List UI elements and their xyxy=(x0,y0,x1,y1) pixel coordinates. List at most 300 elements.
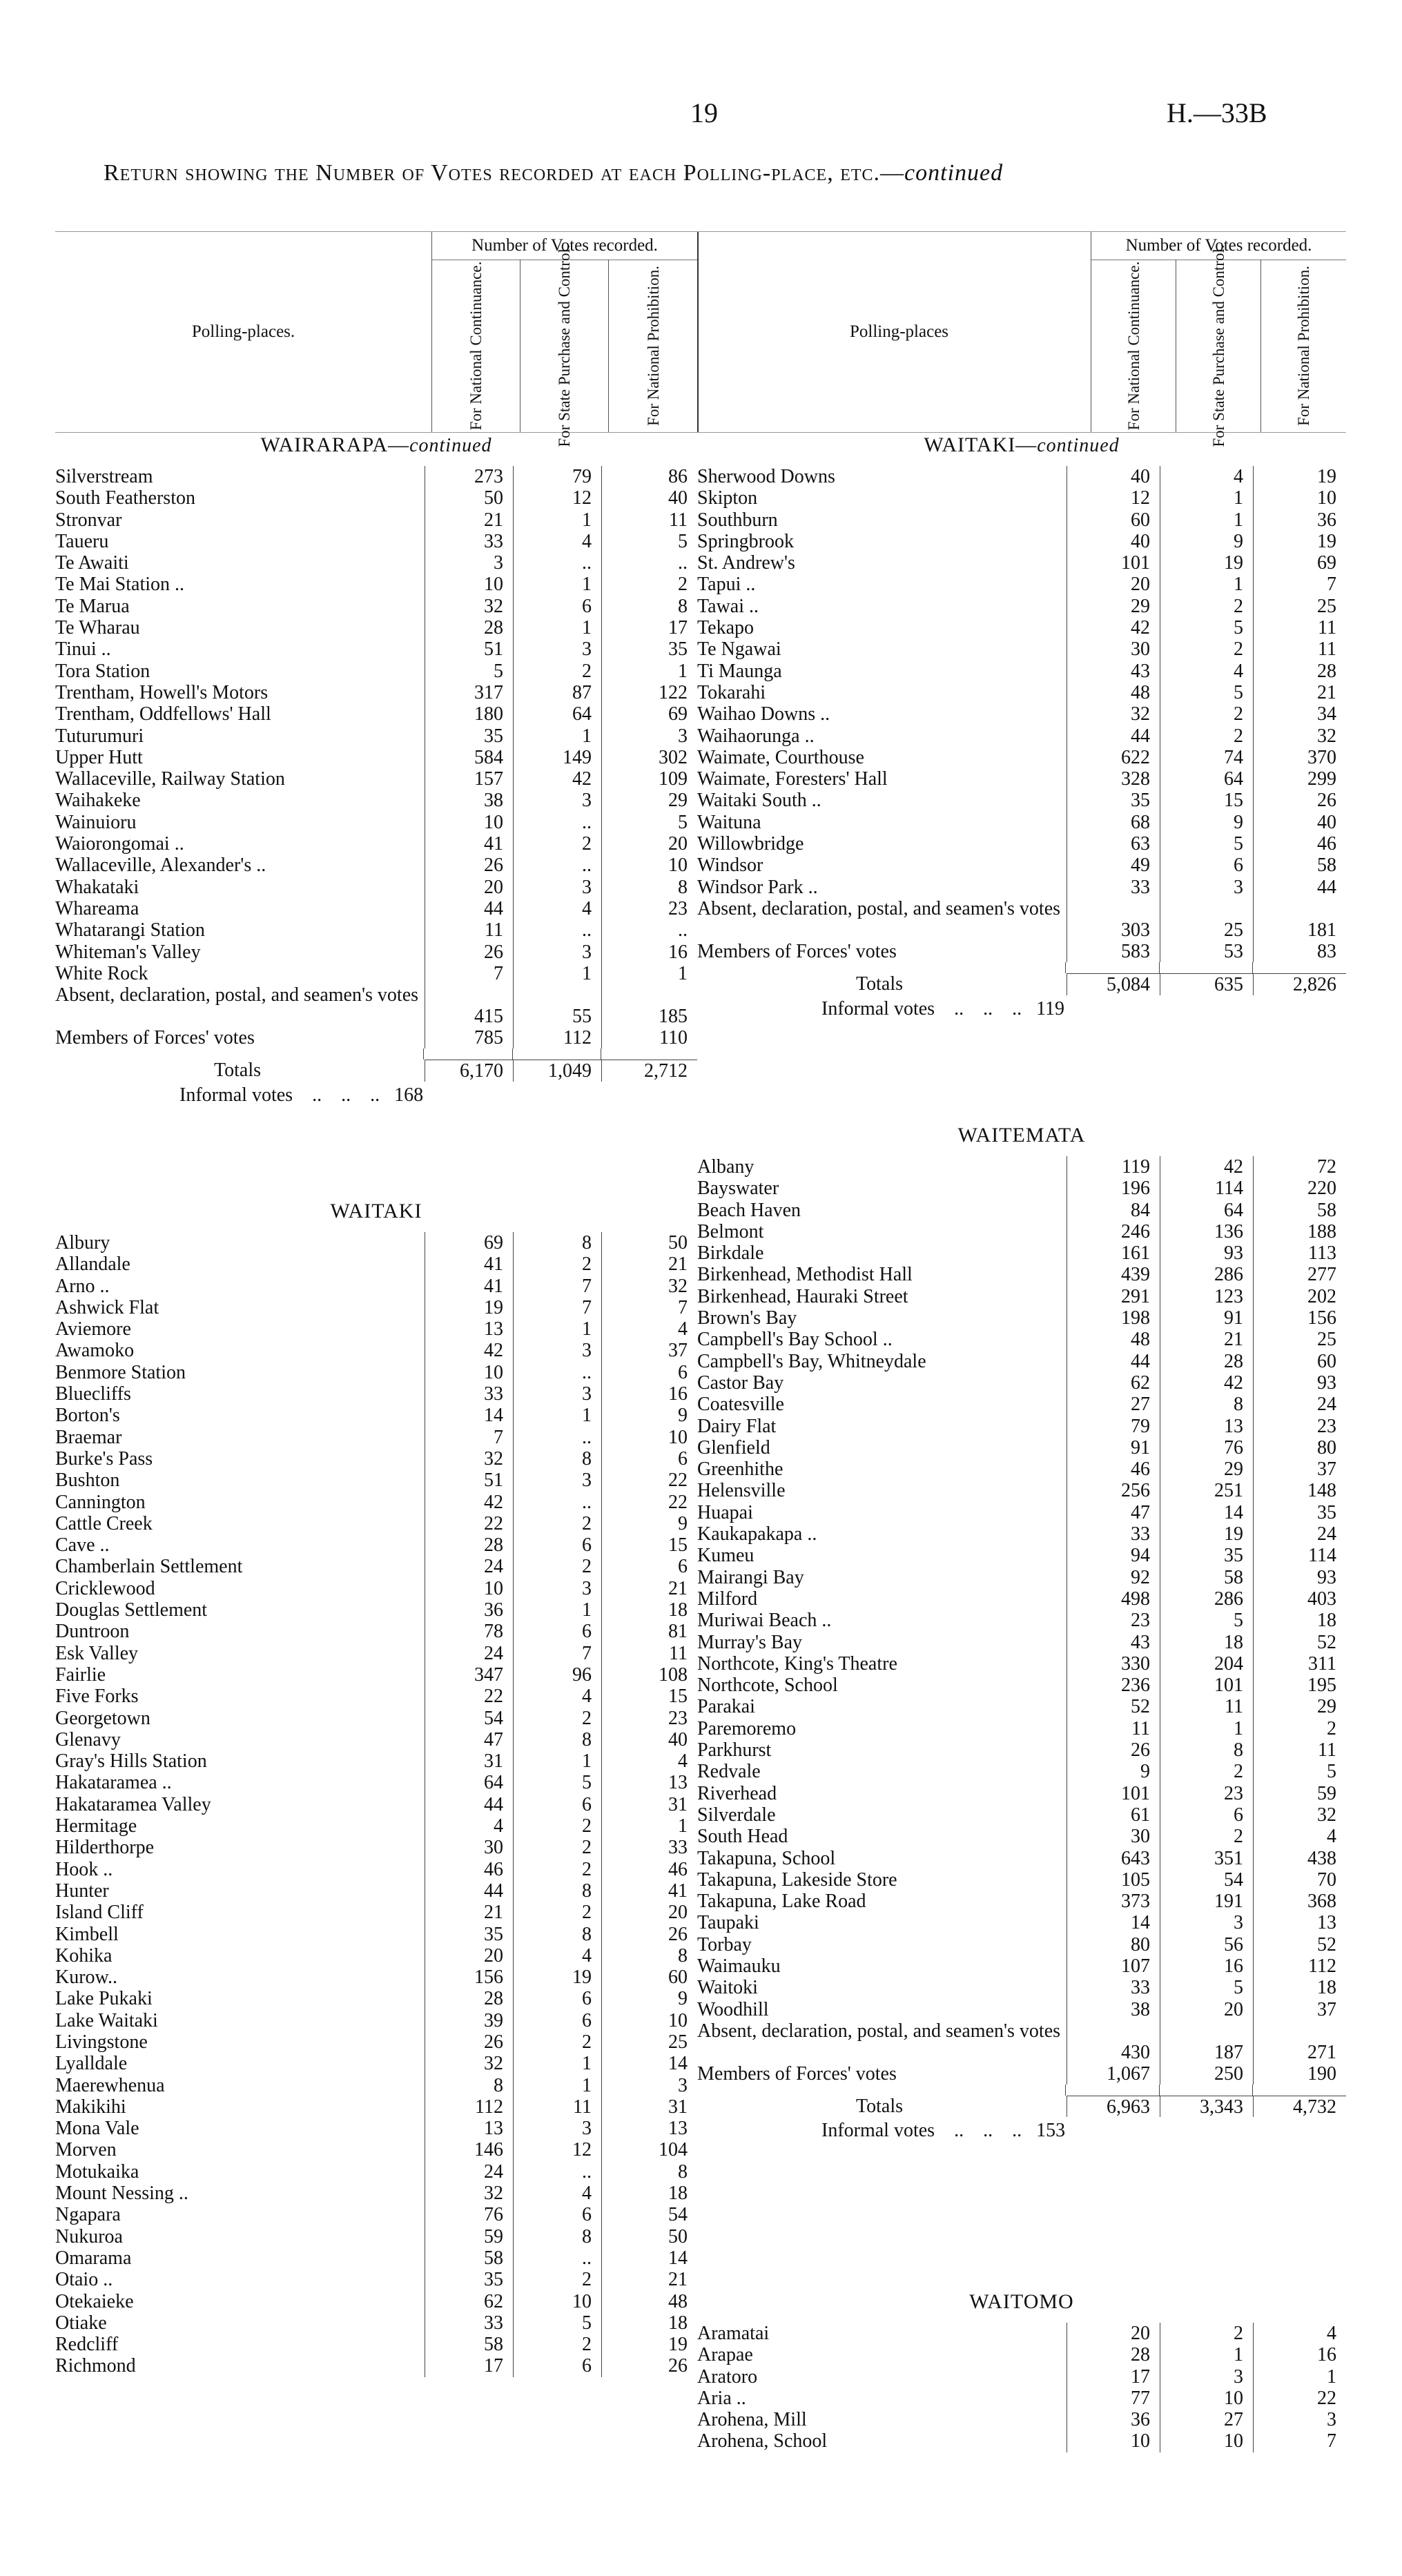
national-continuance-value: 51 xyxy=(425,1470,513,1491)
table-row xyxy=(55,812,697,833)
national-prohibition-value: 6 xyxy=(601,1556,697,1577)
national-prohibition-value: 80 xyxy=(1253,1437,1346,1458)
table-row xyxy=(697,1545,1346,1566)
national-continuance-value: 63 xyxy=(1067,833,1160,855)
national-prohibition-value: 10 xyxy=(601,855,697,876)
national-prohibition-value: 35 xyxy=(1253,1502,1346,1523)
polling-place-name: Bushton xyxy=(55,1470,120,1492)
table-row xyxy=(55,768,697,790)
polling-place-name: Paremoremo xyxy=(697,1717,797,1739)
national-continuance-value: 236 xyxy=(1067,1675,1160,1696)
national-continuance-value: 20 xyxy=(1067,574,1160,595)
national-prohibition-value: 10 xyxy=(601,1427,697,1448)
state-purchase-value: 6 xyxy=(513,1621,601,1642)
section-title-text: WAITAKI— xyxy=(924,433,1038,456)
polling-place-name: Duntroon xyxy=(55,1621,130,1643)
national-prohibition-value: 21 xyxy=(601,1578,697,1599)
national-continuance-value: 28 xyxy=(425,617,513,638)
national-prohibition-value: 20 xyxy=(601,1902,697,1923)
number-of-votes-header: Number of Votes recorded. xyxy=(431,232,697,260)
national-continuance-value: 49 xyxy=(1067,855,1160,876)
national-prohibition-value: 58 xyxy=(1253,1200,1346,1221)
polling-place-name: Torbay xyxy=(697,1933,752,1955)
state-purchase-value: 91 xyxy=(1160,1307,1253,1329)
polling-places-header: Polling-places. xyxy=(191,322,295,341)
table-row xyxy=(697,617,1346,638)
national-prohibition-value: 14 xyxy=(601,2053,697,2074)
state-purchase-value: 11 xyxy=(513,2096,601,2118)
national-prohibition-value: 69 xyxy=(1253,552,1346,574)
col3-label: For National Prohibition. xyxy=(1295,266,1312,426)
national-continuance-value: 10 xyxy=(425,1578,513,1599)
national-prohibition-value: 104 xyxy=(601,2139,697,2160)
national-prohibition-value: 26 xyxy=(601,2355,697,2377)
state-purchase-value: 101 xyxy=(1160,1675,1253,1696)
national-prohibition-value: 18 xyxy=(601,1599,697,1621)
national-continuance-value: 33 xyxy=(425,1383,513,1405)
spacer-v2 xyxy=(1159,2085,1253,2096)
national-prohibition-value: 25 xyxy=(1253,596,1346,617)
national-prohibition-value: 15 xyxy=(601,1686,697,1707)
state-purchase-value: 19 xyxy=(1160,552,1253,574)
national-continuance-value: 107 xyxy=(1067,1955,1160,1977)
absent-votes-row xyxy=(697,898,1346,941)
national-continuance-value: 44 xyxy=(425,898,513,919)
state-purchase-value: 96 xyxy=(513,1664,601,1686)
table-row xyxy=(55,1253,697,1275)
national-continuance-value: 256 xyxy=(1067,1480,1160,1501)
polling-place-name: Hakataramea .. xyxy=(55,1772,172,1794)
table-row xyxy=(55,855,697,876)
national-continuance-value: 7 xyxy=(425,963,513,984)
table-row xyxy=(697,1458,1346,1480)
polling-place-name: Mairangi Bay xyxy=(697,1566,804,1588)
national-continuance-value: 105 xyxy=(1067,1869,1160,1891)
state-purchase-value: 10 xyxy=(513,2291,601,2312)
table-row xyxy=(697,1307,1346,1329)
polling-place-name: Takapuna, Lake Road xyxy=(697,1891,866,1913)
state-purchase-value: 1 xyxy=(513,1750,601,1772)
national-continuance-value: 29 xyxy=(1067,596,1160,617)
state-purchase-value: 1 xyxy=(513,2075,601,2096)
state-purchase-value: 1 xyxy=(1160,1718,1253,1739)
table-row xyxy=(697,1286,1346,1307)
national-continuance-value: 24 xyxy=(425,2161,513,2183)
section-title xyxy=(55,1191,697,1232)
national-continuance-value: 33 xyxy=(425,531,513,552)
national-prohibition-value: 25 xyxy=(1253,1329,1346,1350)
polling-place-name: Bluecliffs xyxy=(55,1383,131,1405)
table-row xyxy=(697,1156,1346,1178)
national-continuance-value: 10 xyxy=(425,1362,513,1383)
table-row xyxy=(55,790,697,811)
table-row xyxy=(55,1427,697,1448)
national-prohibition-value: 370 xyxy=(1253,747,1346,768)
polling-place-name: Dairy Flat xyxy=(697,1415,777,1437)
state-purchase-value: 7 xyxy=(513,1276,601,1297)
table-row xyxy=(55,2269,697,2290)
polling-place-name: Belmont xyxy=(697,1220,764,1242)
spacer-name xyxy=(55,1048,423,1060)
state-purchase-value: 1,049 xyxy=(513,1060,601,1081)
national-prohibition-value: 22 xyxy=(1253,2388,1346,2409)
polling-place-name: Kimbell xyxy=(55,1923,119,1945)
national-continuance-value: 28 xyxy=(425,1534,513,1556)
spacer-v3 xyxy=(1252,2085,1346,2096)
table-row xyxy=(55,1664,697,1686)
state-purchase-value: 10 xyxy=(1160,2388,1253,2409)
national-continuance-value: 42 xyxy=(425,1340,513,1361)
state-purchase-value: 74 xyxy=(1160,747,1253,768)
national-continuance-value: 20 xyxy=(425,877,513,898)
table-row xyxy=(55,1924,697,1945)
national-prohibition-value: 181 xyxy=(1253,898,1346,941)
polling-place-name: Tinui .. xyxy=(55,638,111,661)
table-row xyxy=(697,1675,1346,1696)
state-purchase-value: 5 xyxy=(1160,1610,1253,1631)
polling-place-name: Tekapo xyxy=(697,617,754,639)
spacer xyxy=(697,2085,1346,2096)
national-prohibition-value: 29 xyxy=(1253,1696,1346,1717)
national-continuance-value: 498 xyxy=(1067,1588,1160,1610)
table-row xyxy=(697,2366,1346,2388)
state-purchase-value: 19 xyxy=(1160,1523,1253,1545)
state-purchase-value: 54 xyxy=(1160,1869,1253,1891)
national-continuance-value: 58 xyxy=(425,2247,513,2269)
section-title xyxy=(697,2281,1346,2323)
table-row xyxy=(55,1643,697,1664)
state-purchase-value: 42 xyxy=(1160,1372,1253,1394)
table-row xyxy=(55,2075,697,2096)
spacer-v3 xyxy=(1252,962,1346,973)
national-prohibition-value: 1 xyxy=(1253,2366,1346,2388)
informal-votes-label: Informal votes xyxy=(179,1084,293,1106)
national-prohibition-value: 11 xyxy=(601,1643,697,1664)
state-purchase-value: .. xyxy=(513,2247,601,2269)
national-continuance-value: 101 xyxy=(1067,552,1160,574)
national-prohibition-value: 29 xyxy=(601,790,697,811)
polling-place-name: Whakataki xyxy=(55,876,139,898)
table-row xyxy=(697,2323,1346,2344)
totals-row xyxy=(697,2096,1346,2117)
state-purchase-value: 2 xyxy=(1160,1826,1253,1847)
table-row xyxy=(697,1372,1346,1394)
national-prohibition-value: 403 xyxy=(1253,1588,1346,1610)
national-prohibition-value: 16 xyxy=(601,941,697,963)
table-row xyxy=(55,1340,697,1361)
national-prohibition-value: 60 xyxy=(1253,1351,1346,1372)
informal-votes-row: Informal votes .. .. .. 153 xyxy=(821,2120,1066,2142)
table-row xyxy=(55,1297,697,1318)
table-row xyxy=(697,1977,1346,1998)
polling-place-name: Hook .. xyxy=(55,1858,113,1880)
national-continuance-value: 30 xyxy=(425,1837,513,1858)
table-row xyxy=(697,768,1346,790)
table-row xyxy=(697,509,1346,531)
national-continuance-value: 41 xyxy=(425,1253,513,1275)
polling-place-name: Redvale xyxy=(697,1761,761,1783)
national-continuance-value: 303 xyxy=(1067,898,1160,941)
national-continuance-value: 46 xyxy=(425,1859,513,1880)
table-row xyxy=(55,2096,697,2118)
national-continuance-value: 27 xyxy=(1067,1394,1160,1415)
national-continuance-value: 22 xyxy=(425,1686,513,1707)
state-purchase-value: 1 xyxy=(513,509,601,531)
national-prohibition-value: 46 xyxy=(1253,833,1346,855)
table-row xyxy=(55,1232,697,1253)
polling-place-name: Otaio .. xyxy=(55,2269,113,2291)
table-row xyxy=(55,1383,697,1405)
table-row xyxy=(697,531,1346,552)
totals-row xyxy=(55,1060,697,1081)
national-continuance-value: 33 xyxy=(1067,1523,1160,1545)
national-prohibition-value: 18 xyxy=(601,2183,697,2204)
state-purchase-value: 9 xyxy=(1160,531,1253,552)
state-purchase-value: 10 xyxy=(1160,2430,1253,2452)
state-purchase-value: 2 xyxy=(513,1708,601,1729)
polling-place-name: Springbrook xyxy=(697,530,794,552)
table-row xyxy=(55,1708,697,1729)
polling-place-name: Wallaceville, Alexander's .. xyxy=(55,855,266,877)
spacer-v1 xyxy=(423,1048,512,1060)
polling-place-name: Totals xyxy=(214,1060,262,1082)
state-purchase-value: .. xyxy=(513,855,601,876)
polling-place-name: Campbell's Bay, Whitneydale xyxy=(697,1350,926,1372)
national-continuance-value: 101 xyxy=(1067,1783,1160,1804)
polling-place-name: Woodhill xyxy=(697,1998,769,2020)
national-prohibition-value: 10 xyxy=(1253,487,1346,509)
section-title-text: WAITEMATA xyxy=(957,1124,1086,1146)
national-continuance-value: 94 xyxy=(1067,1545,1160,1566)
table-row xyxy=(697,1264,1346,1285)
national-prohibition-value: 40 xyxy=(1253,812,1346,833)
national-continuance-value: 13 xyxy=(425,1318,513,1340)
polling-place-name: Helensville xyxy=(697,1480,786,1502)
state-purchase-value: 351 xyxy=(1160,1848,1253,1869)
national-prohibition-value: .. xyxy=(601,919,697,941)
national-continuance-value: 35 xyxy=(425,2269,513,2290)
national-prohibition-value: 114 xyxy=(1253,1545,1346,1566)
national-continuance-value: 59 xyxy=(425,2226,513,2247)
polling-place-name: Island Cliff xyxy=(55,1902,144,1924)
state-purchase-value: 11 xyxy=(1160,1696,1253,1717)
national-prohibition-value: 108 xyxy=(601,1664,697,1686)
national-continuance-value: 23 xyxy=(1067,1610,1160,1631)
state-purchase-value: 3 xyxy=(513,1578,601,1599)
polling-place-name: Greenhithe xyxy=(697,1458,783,1481)
national-prohibition-value: 299 xyxy=(1253,768,1346,790)
polling-place-name: Parkhurst xyxy=(697,1739,772,1762)
national-continuance-value: 20 xyxy=(425,1945,513,1967)
state-purchase-value: 6 xyxy=(513,1988,601,2009)
national-continuance-value: 26 xyxy=(1067,1739,1160,1761)
state-purchase-value: 3 xyxy=(513,1470,601,1491)
national-continuance-value: 21 xyxy=(425,1902,513,1923)
polling-place-name: Tuturumuri xyxy=(55,725,144,747)
polling-place-name: Tapui .. xyxy=(697,574,756,596)
section-title-text: WAITAKI xyxy=(330,1200,422,1222)
table-row xyxy=(55,1988,697,2009)
state-purchase-value: 9 xyxy=(1160,812,1253,833)
table-row xyxy=(55,1729,697,1750)
polling-place-name: Trentham, Howell's Motors xyxy=(55,681,269,703)
table-row xyxy=(55,1859,697,1880)
state-purchase-value: 6 xyxy=(513,596,601,617)
polling-place-name: Northcote, King's Theatre xyxy=(697,1652,897,1675)
table-row xyxy=(697,596,1346,617)
table-row xyxy=(55,466,697,487)
polling-place-name: Taupaki xyxy=(697,1912,759,1934)
national-prohibition-value: 60 xyxy=(601,1967,697,1988)
national-continuance-value: 35 xyxy=(425,1924,513,1945)
national-prohibition-value: 83 xyxy=(1253,941,1346,962)
national-prohibition-value: 188 xyxy=(1253,1221,1346,1242)
state-purchase-value: 12 xyxy=(513,2139,601,2160)
state-purchase-value: 21 xyxy=(1160,1329,1253,1350)
national-prohibition-value: 14 xyxy=(601,2247,697,2269)
polling-place-name: Ngapara xyxy=(55,2204,121,2226)
table-row xyxy=(697,1826,1346,1847)
polling-place-name: Braemar xyxy=(55,1426,122,1448)
national-prohibition-value: 26 xyxy=(1253,790,1346,811)
state-purchase-value: 114 xyxy=(1160,1178,1253,1199)
national-prohibition-value: .. xyxy=(601,552,697,574)
spacer-v2 xyxy=(1159,962,1253,973)
national-prohibition-value: 6 xyxy=(601,1448,697,1470)
state-purchase-value: 4 xyxy=(513,1945,601,1967)
national-prohibition-value: 438 xyxy=(1253,1848,1346,1869)
state-purchase-value: 3 xyxy=(513,941,601,963)
polling-place-name: St. Andrew's xyxy=(697,552,795,574)
state-purchase-value: 3 xyxy=(513,877,601,898)
col2-label: For State Purchase and Control. xyxy=(556,244,573,447)
table-row xyxy=(55,2183,697,2204)
polling-place-name: Windsor Park .. xyxy=(697,876,818,898)
totals-row xyxy=(697,973,1346,995)
state-purchase-value: .. xyxy=(513,812,601,833)
state-purchase-value: 4 xyxy=(513,1686,601,1707)
polling-place-name: Motukaika xyxy=(55,2160,139,2183)
state-purchase-value: .. xyxy=(513,1492,601,1513)
polling-place-name: Members of Forces' votes xyxy=(697,2062,897,2085)
state-purchase-header xyxy=(520,244,609,447)
state-purchase-value: 1 xyxy=(513,725,601,747)
national-continuance-value: 12 xyxy=(1067,487,1160,509)
polling-place-name: Chamberlain Settlement xyxy=(55,1556,243,1578)
table-row xyxy=(55,833,697,855)
national-prohibition-value: 50 xyxy=(601,1232,697,1253)
national-continuance-value: 1,067 xyxy=(1067,2063,1160,2085)
state-purchase-value: 4 xyxy=(1160,466,1253,487)
state-purchase-value: 3 xyxy=(1160,2366,1253,2388)
national-prohibition-value: 8 xyxy=(601,877,697,898)
national-prohibition-value: 277 xyxy=(1253,1264,1346,1285)
polling-place-name: Silverdale xyxy=(697,1804,776,1826)
table-row xyxy=(55,1534,697,1556)
table-row xyxy=(697,1999,1346,2020)
polling-place-name: Southburn xyxy=(697,509,778,531)
national-prohibition-value: 48 xyxy=(601,2291,697,2312)
spacer xyxy=(55,1048,697,1060)
polling-place-name: Otekaieke xyxy=(55,2290,134,2312)
polling-place-name: Stronvar xyxy=(55,509,122,531)
polling-place-name: Tawai .. xyxy=(697,595,759,617)
national-prohibition-value: 32 xyxy=(1253,725,1346,747)
state-purchase-value: 2 xyxy=(1160,725,1253,747)
state-purchase-value: 8 xyxy=(513,1880,601,1902)
state-purchase-value: 42 xyxy=(1160,1156,1253,1178)
table-row xyxy=(55,2334,697,2355)
national-continuance-value: 26 xyxy=(425,941,513,963)
state-purchase-value: 5 xyxy=(1160,682,1253,703)
national-continuance-value: 36 xyxy=(1067,2409,1160,2430)
table-row xyxy=(55,1815,697,1837)
state-purchase-value: 2 xyxy=(513,661,601,682)
table-row xyxy=(55,1513,697,1534)
table-row xyxy=(697,574,1346,595)
national-continuance-value: 76 xyxy=(425,2204,513,2225)
national-continuance-value: 146 xyxy=(425,2139,513,2160)
national-continuance-value: 38 xyxy=(425,790,513,811)
table-row xyxy=(55,1578,697,1599)
table-row xyxy=(55,596,697,617)
informal-votes-row: Informal votes .. .. .. 168 xyxy=(179,1084,424,1106)
state-purchase-value: 3 xyxy=(1160,1912,1253,1933)
national-continuance-value: 785 xyxy=(425,1027,513,1048)
state-purchase-value: 250 xyxy=(1160,2063,1253,2085)
polling-place-name: Lake Pukaki xyxy=(55,1988,153,2010)
table-row xyxy=(55,747,697,768)
polling-place-name: Te Wharau xyxy=(55,617,140,639)
absent-votes-row xyxy=(697,2020,1346,2063)
table-row xyxy=(697,1480,1346,1501)
table-row xyxy=(697,1653,1346,1675)
state-purchase-value: 3 xyxy=(513,790,601,811)
table-row xyxy=(697,682,1346,703)
state-purchase-value: 635 xyxy=(1160,973,1253,995)
table-row xyxy=(55,725,697,747)
polling-place-name: Muriwai Beach .. xyxy=(697,1610,832,1632)
national-continuance-value: 47 xyxy=(425,1729,513,1750)
national-prohibition-value: 13 xyxy=(601,2118,697,2139)
polling-place-name: Makikihi xyxy=(55,2096,126,2118)
state-purchase-value: 6 xyxy=(513,2355,601,2377)
national-continuance-value: 24 xyxy=(425,1643,513,1664)
national-prohibition-header xyxy=(608,260,698,432)
table-row xyxy=(55,1405,697,1426)
state-purchase-value: 4 xyxy=(1160,661,1253,682)
national-continuance-value: 39 xyxy=(425,2010,513,2031)
polling-place-name: Georgetown xyxy=(55,1707,150,1729)
col1-label: For National Continuance. xyxy=(1124,261,1142,431)
informal-votes-value: 153 xyxy=(1036,2120,1066,2142)
section-waitomo xyxy=(697,2281,1346,2452)
table-row xyxy=(55,1599,697,1621)
national-continuance-value: 44 xyxy=(1067,725,1160,747)
national-prohibition-value: 5 xyxy=(601,812,697,833)
table-row xyxy=(697,466,1346,487)
state-purchase-value: 1 xyxy=(1160,487,1253,509)
polling-place-name: Arapae xyxy=(697,2344,753,2366)
polling-place-name: Hermitage xyxy=(55,1815,137,1837)
national-continuance-value: 31 xyxy=(425,1750,513,1772)
informal-votes-value: 119 xyxy=(1036,997,1065,1019)
state-purchase-value: 149 xyxy=(513,747,601,768)
national-prohibition-value: 113 xyxy=(1253,1242,1346,1264)
polling-place-name: Kohika xyxy=(55,1944,113,1967)
national-prohibition-value: 13 xyxy=(601,1772,697,1793)
national-prohibition-value: 7 xyxy=(601,1297,697,1318)
